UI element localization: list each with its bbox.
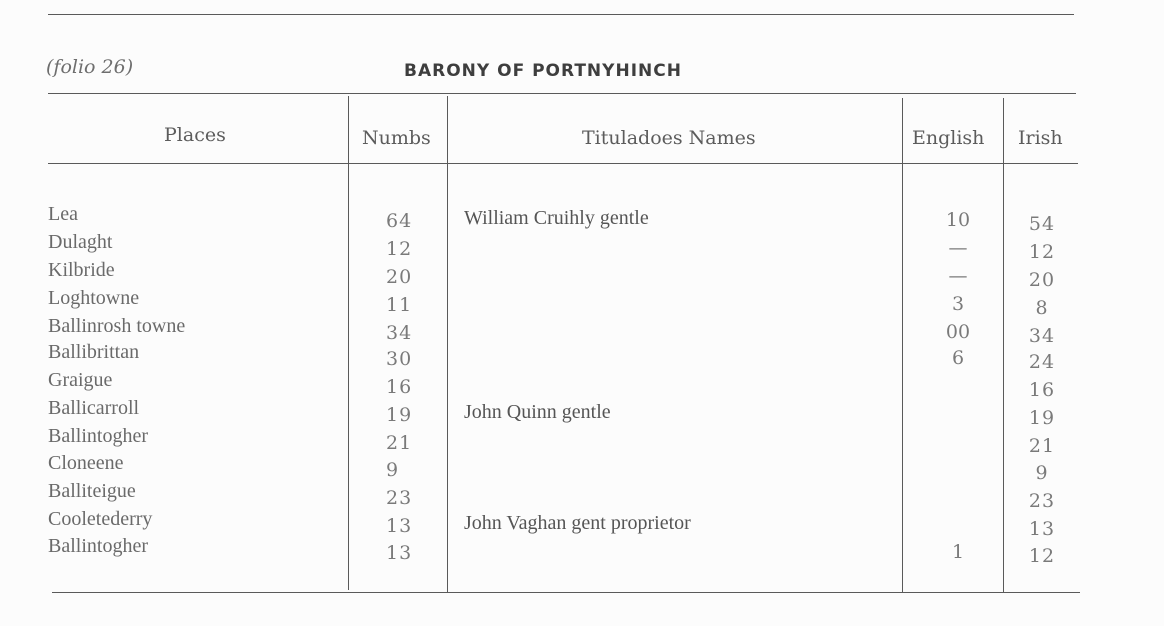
page-title: BARONY OF PORTNYHINCH (404, 61, 682, 81)
row-place: Graigue (48, 369, 113, 391)
header-numbs: Numbs (362, 127, 431, 149)
header-irish: Irish (1018, 127, 1063, 149)
header-top-rule (48, 93, 1076, 94)
row-irish-count: 34 (1028, 325, 1056, 347)
row-numbs: 12 (386, 238, 413, 260)
row-numbs: 21 (386, 432, 413, 454)
row-place: Kilbride (48, 259, 115, 281)
row-tituladoe-name: John Quinn gentle (464, 401, 611, 423)
row-tituladoe-name: William Cruihly gentle (464, 207, 649, 229)
row-english-count: 10 (945, 209, 971, 231)
row-english-count: 1 (951, 541, 965, 563)
row-irish-count: 16 (1028, 379, 1056, 401)
row-irish-count: 8 (1035, 297, 1049, 319)
header-english: English (912, 127, 985, 149)
row-irish-count: 21 (1028, 435, 1056, 457)
column-divider (902, 98, 903, 592)
row-numbs: 34 (386, 322, 413, 344)
row-place: Dulaght (48, 231, 113, 253)
row-place: Lea (48, 203, 78, 225)
row-irish-count: 9 (1035, 462, 1049, 484)
row-irish-count: 23 (1028, 490, 1056, 512)
column-divider (348, 96, 349, 590)
row-place: Ballintogher (48, 425, 148, 447)
row-irish-count: 13 (1028, 518, 1056, 540)
row-english-count: — (948, 265, 968, 287)
row-numbs: 13 (386, 515, 413, 537)
row-numbs: 11 (386, 294, 413, 316)
row-numbs: 16 (386, 376, 413, 398)
header-bottom-rule (48, 163, 1078, 164)
top-rule (48, 14, 1074, 15)
row-numbs: 30 (386, 348, 413, 370)
row-english-count: 3 (951, 293, 965, 315)
row-tituladoe-name: John Vaghan gent proprietor (464, 512, 691, 534)
column-divider (447, 96, 448, 592)
row-english-count: 00 (945, 321, 971, 343)
row-numbs: 64 (386, 210, 413, 232)
row-numbs: 13 (386, 542, 413, 564)
row-numbs: 23 (386, 487, 413, 509)
row-place: Ballintogher (48, 535, 148, 557)
bottom-rule (52, 592, 1080, 593)
row-irish-count: 12 (1028, 545, 1056, 567)
row-english-count: 6 (951, 347, 965, 369)
column-divider (1003, 98, 1004, 592)
row-place: Ballicarroll (48, 397, 140, 419)
header-tituladoes: Tituladoes Names (582, 127, 756, 149)
row-numbs: 19 (386, 404, 413, 426)
row-irish-count: 54 (1028, 213, 1056, 235)
row-irish-count: 19 (1028, 407, 1056, 429)
row-place: Cloneene (48, 452, 124, 474)
row-numbs: 20 (386, 266, 413, 288)
row-irish-count: 20 (1028, 269, 1056, 291)
row-place: Cooletederry (48, 508, 153, 530)
row-numbs: 9 (386, 459, 400, 481)
header-places: Places (164, 124, 226, 146)
row-place: Loghtowne (48, 287, 140, 309)
row-irish-count: 24 (1028, 351, 1056, 373)
row-place: Ballibrittan (48, 341, 140, 363)
row-irish-count: 12 (1028, 241, 1056, 263)
row-place: Balliteigue (48, 480, 136, 502)
row-english-count: — (948, 237, 968, 259)
folio-label: (folio 26) (46, 56, 134, 78)
row-place: Ballinrosh towne (48, 315, 186, 337)
